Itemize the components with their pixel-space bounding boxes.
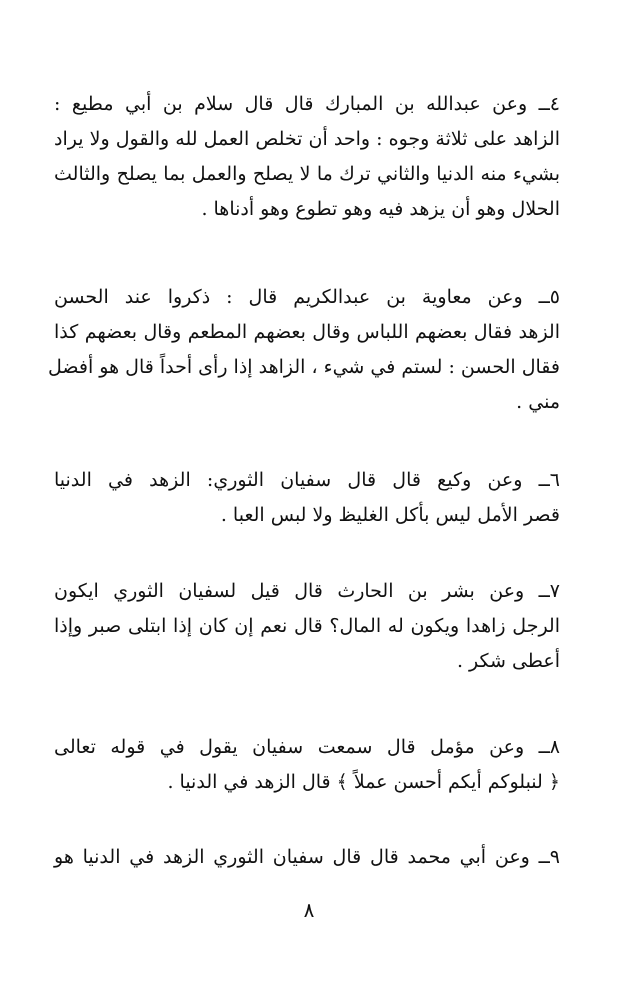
paragraph-9 (54, 840, 560, 875)
text-line: الزهد فقال بعضهم اللباس وقال بعضهم المطعم وقال بعضهم كذا (54, 321, 560, 343)
text-line: ٥ــ وعن معاوية بن عبدالكريم قال : ذكروا عند الحسن (54, 286, 560, 308)
text-line: ٩ــ وعن أبي محمد قال قال سفيان الثوري الزهد في الدنيا هو (54, 846, 560, 868)
text-line: ٦ــ وعن وكيع قال قال سفيان الثوري: الزهد في الدنيا (54, 469, 560, 491)
paragraph-4 (54, 87, 560, 227)
text-line: فقال الحسن : لستم في شيء ، الزاهد إذا رأى أحداً قال هو أفضل (48, 356, 560, 378)
text-line: ٧ــ وعن بشر بن الحارث قال قيل لسفيان الثوري ايكون (54, 580, 560, 602)
text-line: الحلال وهو أن يزهد فيه وهو تطوع وهو أدناها . (201, 198, 560, 220)
paragraph-7 (54, 574, 560, 679)
text-line: ٤ــ وعن عبدالله بن المبارك قال قال سلام بن أبي مطيع : (54, 93, 560, 115)
text-line: بشيء منه الدنيا والثاني ترك ما لا يصلح والعمل بما يصلح والثالث (54, 163, 560, 185)
paragraph-5 (48, 280, 560, 420)
paragraph-6 (54, 463, 560, 533)
paragraph-8 (54, 730, 560, 800)
text-line: مني . (516, 391, 560, 413)
text-line: ﴿ لنبلوكم أيكم أحسن عملاً ﴾ قال الزهد في الدنيا . (167, 771, 560, 793)
text-line: ٨ــ وعن مؤمل قال سمعت سفيان يقول في قوله تعالى (54, 736, 560, 758)
text-line: الزاهد على ثلاثة وجوه : واحد أن تخلص العمل لله والقول ولا يراد (54, 128, 560, 150)
text-line: الرجل زاهدا ويكون له المال؟ قال نعم إن كان إذا ابتلى صبر وإذا (54, 615, 560, 637)
text-line: أعطى شكر . (456, 650, 560, 672)
text-line: قصر الأمل ليس بأكل الغليظ ولا لبس العبا . (220, 504, 560, 526)
page-number: ٨ (303, 898, 315, 922)
